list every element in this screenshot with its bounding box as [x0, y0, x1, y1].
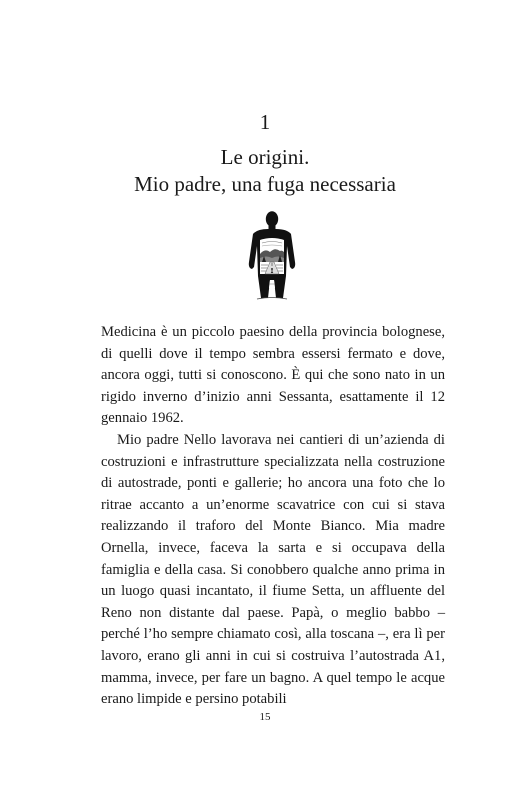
chapter-number: 1 — [259, 110, 271, 134]
chapter-title-line-1: Le origini. — [220, 145, 310, 169]
paragraph-2: Mio padre Nello lavorava nei cantieri di un’azienda di costruzioni e infrastrutture specializzata nella costruzione di autostrade, ponti e gallerie; ho ancora una foto che lo ritrae accanto a un’enorme scavatrice con cui si stava realizzando il traforo del Monte Bianco. Mia madre Ornella, invece, faceva la sarta e si occupava della famiglia e della casa. Si conobbero qualche anno prima in un luogo quasi incantato, il fiume Setta, un affluente del Reno non distante dal paese. Papà, o meglio babbo – perché l’ho sempre chiamato così, alla toscana –, era lì per lavoro, erano gli anni in cui si costruiva l’autostrada A1, mamma, invece, per fare un bagno. A quel tempo le acque erano limpide e persino potabili — [101, 431, 445, 708]
body-text — [101, 322, 445, 711]
paragraph-1: Medicina è un piccolo paesino della provincia bolognese, di quelli dove il tempo sembra essersi fermato e dove, ancora oggi, tutti si conoscono. È qui che sono nato in un rigido inverno d’inizio anni Sessanta, esattamente il 12 gennaio 1962. — [101, 324, 445, 427]
chapter-title — [0, 144, 530, 198]
silhouette-man-with-road-landscape-icon — [243, 210, 301, 302]
chapter-title-line-2: Mio padre, una fuga necessaria — [134, 172, 396, 196]
page-number: 15 — [259, 711, 271, 723]
